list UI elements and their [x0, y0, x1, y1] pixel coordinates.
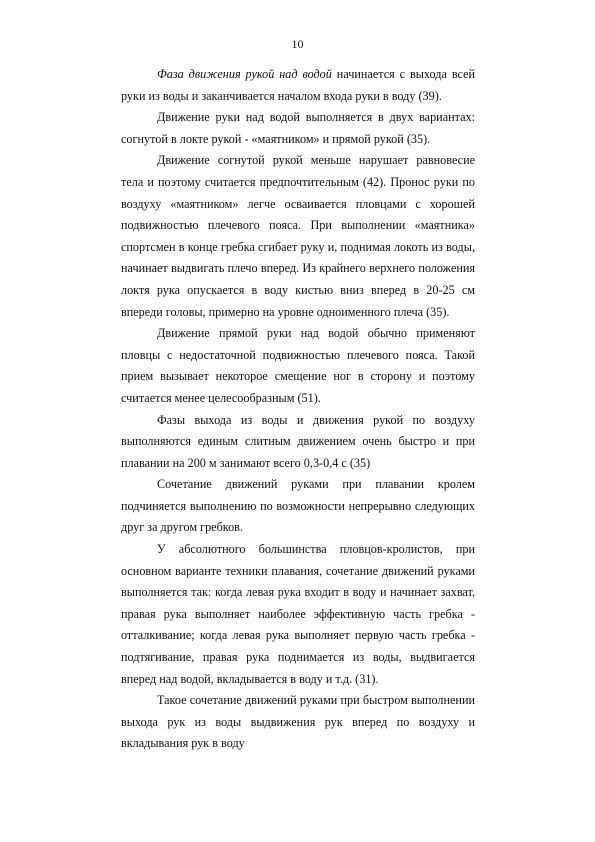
paragraph-recovery-variants: Движение руки над водой выполняется в двух вариантах: согнутой в локте рукой - «маятником» и прямой рукой (35). [121, 110, 475, 146]
paragraph-text: начинается с выхода всей руки из воды и заканчивается началом входа руки в воду (39). [121, 67, 476, 103]
page-number: 10 [291, 37, 304, 51]
body-text [121, 64, 475, 755]
paragraph-arm-recovery-phase [121, 64, 475, 107]
paragraph-arm-coordination: Сочетание движений руками при плавании кролем подчиняется выполнению по возможности непрерывно следующих друг за другом гребков. [121, 477, 475, 535]
paragraph-crawl-arm-sequence: У абсолютного большинства пловцов-кролистов, при основном варианте техники плавания, сочетание движений руками выполняется так: когда левая рука входит в воду и начинает захват, правая рука выполняет наиболее эффективную часть гребка - отталкивание; когда левая рука выполняет первую часть гребка - подтягивание, правая рука поднимается из воды, выдвигается вперед над водой, вкладывается в воду и т.д. (31). [121, 542, 475, 686]
phase-term: Фаза движения рукой над водой [157, 67, 332, 81]
paragraph-bent-arm-recovery: Движение согнутой рукой меньше нарушает равновесие тела и поэтому считается предпочтительным (42). Пронос руки по воздуху «маятником» легче осваивается пловцами с хорошей подвижностью плечевого пояса. При выполнении «маятника» спортсмен в конце гребка сгибает руку и, поднимая локоть из воды, начинает выдвигать плечо вперед. Из крайнего верхнего положения локтя рука опускается в воду кистью вниз вперед в 20-25 см впереди головы, примерно на уровне одноименного плеча (35). [121, 153, 475, 319]
paragraph-exit-and-air-phase: Фазы выхода из воды и движения рукой по воздуху выполняются единым слитным движением очень быстро и при плавании на 200 м занимают всего 0,3-0,4 с (35) [121, 412, 475, 470]
paragraph-straight-arm-recovery: Движение прямой руки над водой обычно применяют пловцы с недостаточной подвижностью плечевого пояса. Такой прием вызывает некоторое смещение ног в сторону и поэтому считается менее целесообразным (51). [121, 326, 475, 405]
paragraph-fast-recovery: Такое сочетание движений руками при быстром выполнении выхода рук из воды выдвижения рук вперед по воздуху и вкладывания рук в воду [121, 693, 475, 751]
